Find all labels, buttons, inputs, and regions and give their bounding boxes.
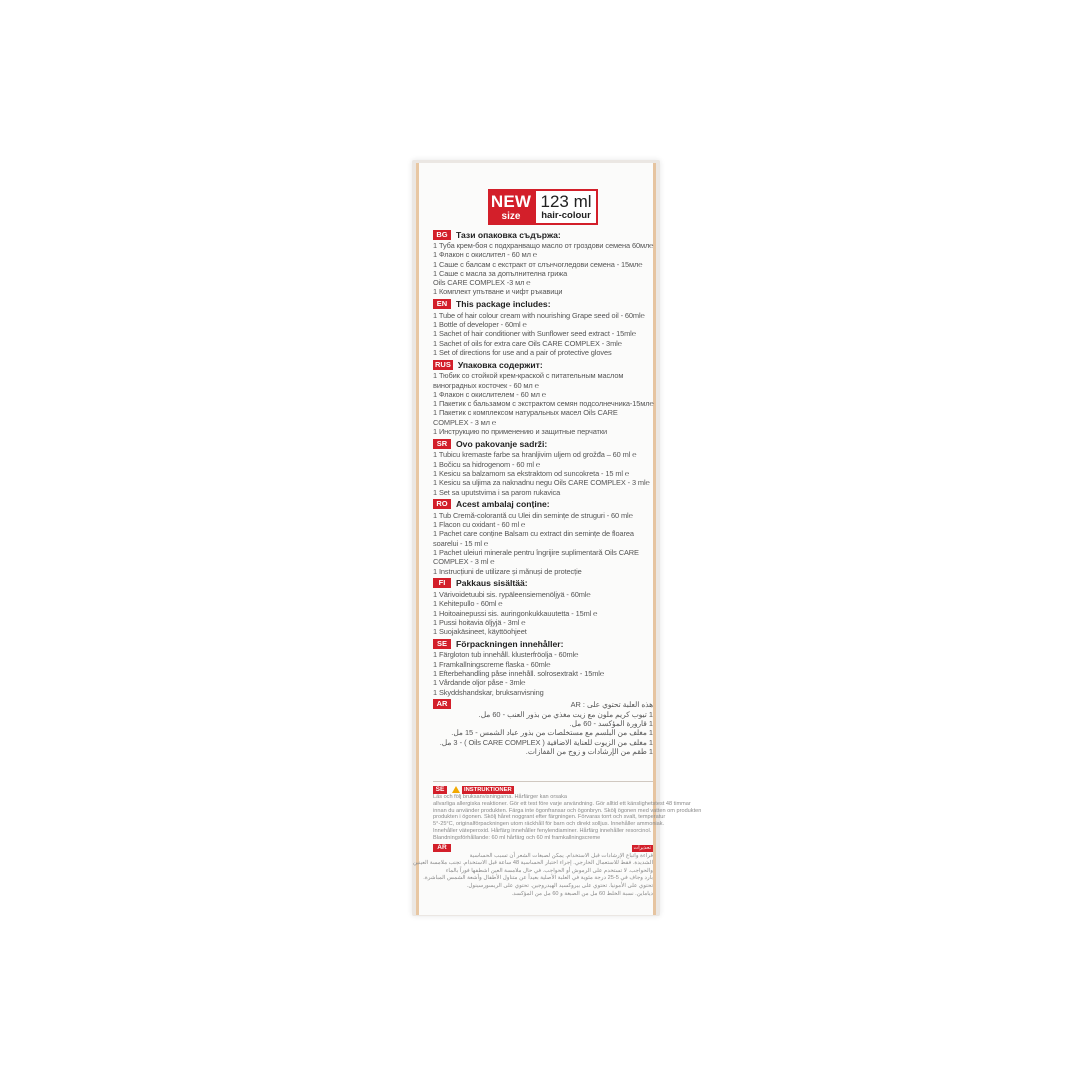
instructions-header bbox=[433, 785, 653, 794]
contents-list bbox=[433, 511, 653, 576]
list-item: 1 Framkallningscreme flaska - 60ml℮ bbox=[433, 659, 551, 669]
list-item: 1 Värivoidetuubi sis. rypäleensiemenöljyä - 60ml℮ bbox=[433, 589, 591, 599]
list-item: 1 Bottle of developer - 60ml ℮ bbox=[433, 320, 527, 330]
language-code: AR bbox=[433, 699, 451, 709]
language-code: BG bbox=[433, 230, 451, 240]
list-item: 1 Vårdande oljor påse - 3ml℮ bbox=[433, 678, 526, 688]
arabic-instruction-line: بارد وجاف في 5-25 درجة مئوية في العلبة الأصلية بعيداً عن متناول الأطفال وأشعة الشمس المباشرة. bbox=[423, 875, 653, 882]
arabic-instructions-tag: تحذيرات bbox=[633, 844, 651, 851]
list-item: 1 Tube of hair colour cream with nourishing Grape seed oil - 60ml℮ bbox=[433, 310, 645, 320]
list-item: COMPLEX - 3 ml ℮ bbox=[433, 557, 495, 567]
badge-product: hair-colour bbox=[541, 210, 591, 222]
list-item: Oils CARE COMPLEX -3 мл ℮ bbox=[433, 278, 531, 288]
list-item: 1 طقم من الإرشادات و زوج من القفازات. bbox=[525, 747, 653, 757]
badge-new-text: NEW bbox=[490, 191, 532, 211]
list-item: 1 Färgloton tub innehåll. klusterfröolja - 60ml℮ bbox=[433, 650, 579, 660]
list-item: 1 Efterbehandling påse innehåll. solrosextrakt - 15ml℮ bbox=[433, 668, 605, 678]
section-title: Förpackningen innehåller: bbox=[456, 638, 564, 649]
section-title: Acest ambalaj conține: bbox=[456, 499, 550, 510]
contents-section-bg bbox=[433, 229, 653, 297]
contents-section-fi bbox=[433, 578, 653, 636]
contents-list bbox=[433, 590, 653, 636]
list-item: 1 Саше с балсам с екстракт от слънчогледови семена - 15мл℮ bbox=[433, 259, 643, 269]
section-header bbox=[433, 229, 653, 240]
language-code: RO bbox=[433, 499, 451, 509]
list-item: 1 مغلف من الزيوت للعناية الاضافية ( Oils CARE COMPLEX ) - 3 مل. bbox=[439, 737, 653, 747]
instruction-line: Läs och följ bruksanvisningarna. Hårfärger kan orsaka bbox=[433, 794, 568, 800]
list-item: 1 Tub Cremă-colorantă cu Ulei din semințe de struguri - 60 ml℮ bbox=[433, 510, 633, 520]
arabic-instruction-line: الشديدة. فقط للاستعمال الخارجي. إجراء اختبار الحساسية 48 ساعة قبل الاستخدام. تجنب ملامسة العينين bbox=[412, 860, 653, 867]
arabic-instruction-line: دياماين. نسبة الخلط 60 مل من الصبغة و 60 مل من المؤكسد. bbox=[511, 890, 653, 897]
language-code: SR bbox=[433, 439, 451, 449]
product-box-side-panel bbox=[412, 163, 702, 915]
instructions-block bbox=[412, 785, 702, 898]
list-item: 1 Flacon cu oxidant - 60 ml ℮ bbox=[433, 520, 526, 530]
list-item: 1 Pachet care conține Balsam cu extract din semințe de floarea bbox=[433, 529, 634, 539]
section-header bbox=[433, 438, 653, 449]
language-code: SE bbox=[433, 639, 451, 649]
instructions-title: INSTRUKTIONER bbox=[464, 786, 512, 793]
arabic-instructions-text bbox=[412, 852, 653, 899]
arabic-instruction-line: والحواجب. لا تستخدم على الرموش أو الحواجب. في حال ملامسة العين اشطفها فوراً بالماء bbox=[445, 867, 653, 874]
contents-section-sr bbox=[433, 438, 653, 496]
contents-section-se bbox=[433, 638, 653, 696]
section-header bbox=[433, 578, 653, 589]
list-item: 1 Instrucțiuni de utilizare și mănuși de protecție bbox=[433, 566, 582, 576]
contents-section-ar bbox=[433, 699, 653, 756]
instruction-line: 5°-25°C, originalförpackningen utom räckhåll för barn och direkt solljus. Innehåller ammoniak. bbox=[433, 821, 665, 828]
section-title: Pakkaus sisältää: bbox=[456, 578, 528, 589]
instruction-line: produkten i ögonen. Skölj håret noggrant efter färgningen. Förvaras torrt och svalt, temperatur bbox=[433, 814, 666, 821]
list-item: 1 Тюбик со стойкой крем-краской с питательным маслом bbox=[433, 371, 624, 381]
list-item: 1 مغلف من البلسم مع مستخلصات من بذور عباد الشمس - 15 مل. bbox=[451, 728, 653, 738]
list-item: 1 قارورة المؤكسد - 60 مل. bbox=[569, 719, 653, 729]
list-item: 1 Bočicu sa hidrogenom - 60 ml ℮ bbox=[433, 459, 541, 469]
language-code: FI bbox=[433, 578, 451, 588]
badge-volume: 123 ml bbox=[540, 192, 592, 212]
instruction-line: allvarliga allergiska reaktioner. Gör ett test före varje användning. Gör alltid ett känslighetstest 48 timmar bbox=[433, 800, 691, 807]
badge-new-block bbox=[488, 189, 534, 225]
arabic-instruction-line: تحتوي على الأمونيا. تحتوي على بيروكسيد الهيدروجين. تحتوي على الريسورسينول. bbox=[466, 882, 653, 889]
new-size-badge bbox=[488, 189, 598, 225]
list-item: 1 Комплект упътване и чифт ръкавици bbox=[433, 287, 563, 297]
list-item: 1 Pussi hoitavia öljyjä - 3ml ℮ bbox=[433, 617, 526, 627]
instruction-line: Innehåller väteperoxid. Hårfärg innehåller fenylendiaminer. Hårfärg innehåller resorcinol. bbox=[433, 827, 652, 834]
section-header bbox=[433, 299, 653, 310]
list-item: 1 Флакон с окислител - 60 мл ℮ bbox=[433, 250, 538, 260]
list-item: 1 Tubicu kremaste farbe sa hranljivim uljem od grožđa – 60 ml ℮ bbox=[433, 450, 637, 460]
arabic-instructions-header bbox=[433, 844, 653, 853]
instructions-lang-code: SE bbox=[433, 786, 447, 794]
arabic-instructions-lang-code: AR bbox=[433, 844, 451, 852]
contents-section-en bbox=[433, 299, 653, 357]
list-item: 1 Set of directions for use and a pair of protective gloves bbox=[433, 347, 612, 357]
divider bbox=[433, 781, 653, 782]
list-item: 1 Set sa uputstvima i sa parom rukavica bbox=[433, 487, 561, 497]
contents-section-ro bbox=[433, 499, 653, 576]
section-header bbox=[433, 638, 653, 649]
contents-list bbox=[433, 450, 653, 496]
list-item: COMPLEX - 3 мл ℮ bbox=[433, 417, 497, 427]
list-item: 1 Саше с масла за допълнителна грижа bbox=[433, 268, 568, 278]
list-item: 1 Hoitoainepussi sis. auringonkukkauutetta - 15ml ℮ bbox=[433, 608, 598, 618]
list-item: 1 Sachet of hair conditioner with Sunflower seed extract - 15ml℮ bbox=[433, 329, 637, 339]
list-item: 1 Инструкцию по применению и защитные перчатки bbox=[433, 427, 607, 437]
contents-list bbox=[433, 650, 653, 696]
package-contents bbox=[433, 229, 653, 758]
list-item: 1 Kesicu sa balzamom sa ekstraktom od suncokreta - 15 ml ℮ bbox=[433, 468, 630, 478]
section-title: هذه العلبة تحتوي على : AR bbox=[570, 699, 653, 709]
instruction-line: Blandningsförhållande: 60 ml hårfärg och 60 ml framkallningscreme bbox=[433, 834, 601, 841]
list-item: 1 Туба крем-боя с подхранващо масло от гроздови семена 60мл℮ bbox=[433, 241, 654, 250]
contents-section-rus bbox=[433, 359, 653, 436]
list-item: soarelui - 15 ml ℮ bbox=[433, 538, 489, 548]
list-item: 1 Пакетик с комплексом натуральных масел Oils CARE bbox=[433, 408, 618, 418]
section-title: This package includes: bbox=[456, 299, 551, 310]
list-item: 1 Пакетик с бальзамом с экстрактом семян подсолнечника-15мл℮ bbox=[433, 399, 654, 409]
section-header bbox=[433, 699, 653, 710]
list-item: 1 Kehitepullo - 60ml ℮ bbox=[433, 599, 503, 609]
list-item: 1 Pachet uleiuri minerale pentru îngrijire suplimentară Oils CARE bbox=[433, 548, 639, 558]
arabic-instruction-line: قراءة واتباع الإرشادات قبل الاستخدام. يمكن لصبغات الشعر أن تسبب الحساسية bbox=[469, 852, 653, 859]
instructions-text bbox=[433, 794, 702, 842]
contents-list bbox=[433, 710, 653, 756]
list-item: 1 Флакон с окислителем - 60 мл ℮ bbox=[433, 389, 547, 399]
section-header bbox=[433, 499, 653, 510]
list-item: 1 Sachet of oils for extra care Oils CARE COMPLEX - 3ml℮ bbox=[433, 338, 623, 348]
contents-list bbox=[433, 371, 653, 436]
section-title: Тази опаковка съдържа: bbox=[456, 229, 561, 240]
warning-icon bbox=[452, 786, 460, 793]
badge-volume-block bbox=[534, 189, 598, 225]
list-item: 1 Skyddshandskar, bruksanvisning bbox=[433, 687, 544, 697]
list-item: 1 تيوب كريم ملون مع زيت مغذي من بذور العنب - 60 مل. bbox=[478, 709, 653, 719]
contents-list bbox=[433, 311, 653, 357]
list-item: 1 Kesicu sa uljima za naknadnu negu Oils CARE COMPLEX - 3 ml℮ bbox=[433, 478, 650, 488]
section-title: Ovo pakovanje sadrži: bbox=[456, 438, 548, 449]
list-item: виноградных косточек - 60 мл ℮ bbox=[433, 380, 539, 390]
section-header bbox=[433, 359, 653, 370]
instruction-line: innan du använder produkten. Färga inte ögonfransar och ögonbryn. Skölj ögonen med vatten om produkten bbox=[433, 807, 702, 814]
language-code: EN bbox=[433, 299, 451, 309]
section-title: Упаковка содержит: bbox=[457, 359, 543, 370]
contents-list bbox=[433, 241, 653, 297]
language-code: RUS bbox=[435, 359, 451, 369]
badge-size-word: size bbox=[501, 210, 521, 222]
list-item: 1 Suojakäsineet, käyttöohjeet bbox=[433, 627, 527, 637]
